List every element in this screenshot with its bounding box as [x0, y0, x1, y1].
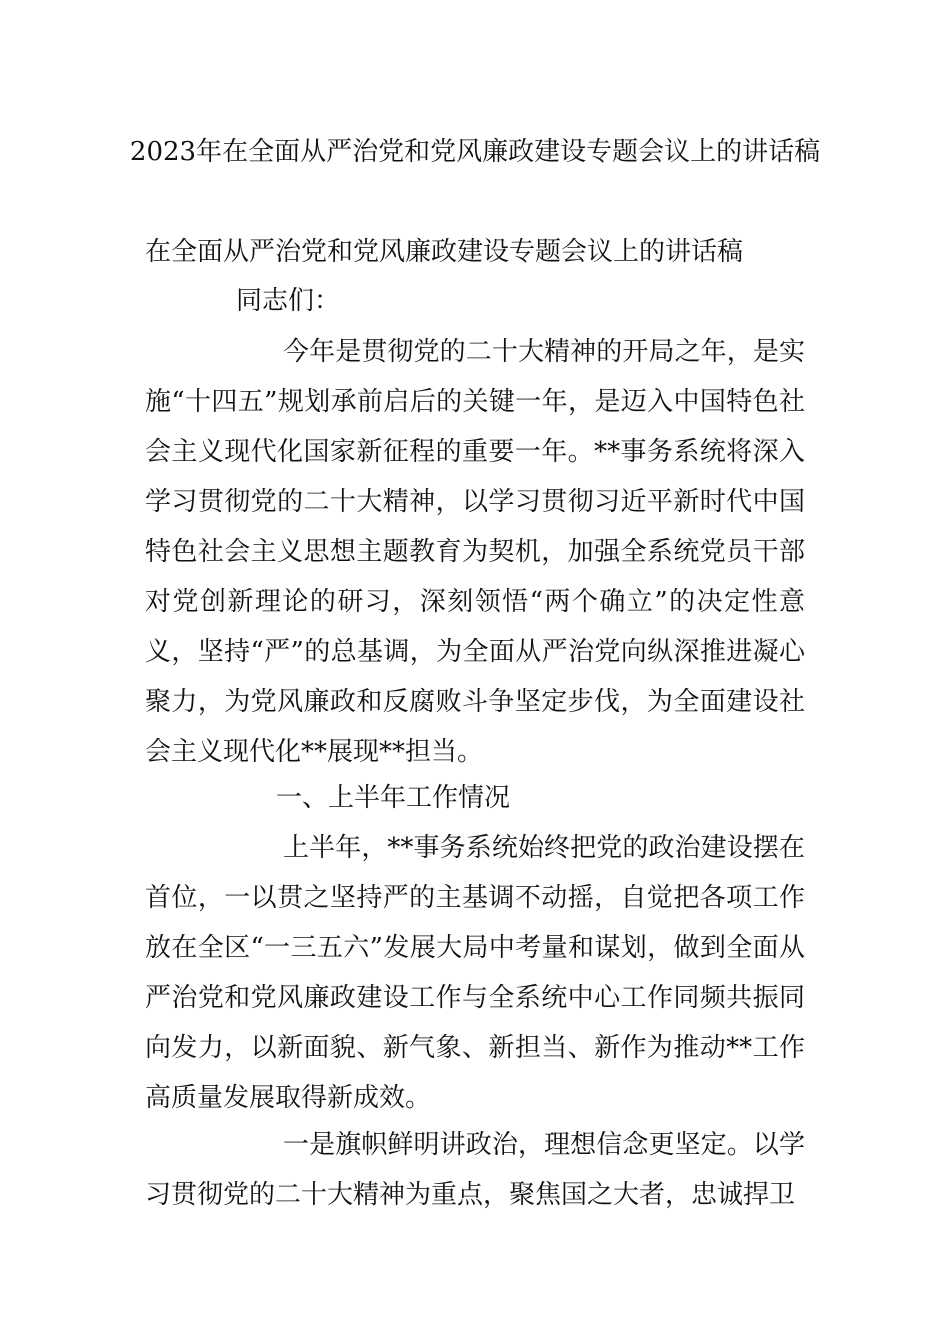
paragraph-intro: 今年是贯彻党的二十大精神的开局之年，是实施“十四五”规划承前启后的关键一年，是迈入中国特色社会主义现代化国家新征程的重要一年。**事务系统将深入学习贯彻党的二十大精神，以学习贯彻习近平新时代中国特色社会主义思想主题教育为契机，加强全系统党员干部对党创新理论的研习，深刻领悟“两个确立”的决定性意义，坚持“严”的总基调，为全面从严治党向纵深推进凝心聚力，为党风廉政和反腐败斗争坚定步伐，为全面建设社会主义现代化**展现**担当。: [145, 337, 805, 767]
section-heading: 一、上半年工作情况: [276, 783, 511, 813]
document-title: 2023年在全面从严治党和党风廉政建设专题会议上的讲话稿: [129, 137, 821, 167]
salutation: 同志们：: [236, 286, 341, 316]
paragraph-politics: 一是旗帜鲜明讲政治，理想信念更坚定。以学习贯彻党的二十大精神为重点，聚焦国之大者，忠诚捍卫: [145, 1130, 805, 1210]
paragraph-first-half: 上半年，**事务系统始终把党的政治建设摆在首位，一以贯之坚持严的主基调不动摇，自觉把各项工作放在全区“一三五六”发展大局中考量和谋划，做到全面从严治党和党风廉政建设工作与全系统中心工作同频共振同向发力，以新面貌、新气象、新担当、新作为推动**工作高质量发展取得新成效。: [145, 833, 805, 1113]
document-subtitle: 在全面从严治党和党风廉政建设专题会议上的讲话稿: [145, 237, 744, 267]
